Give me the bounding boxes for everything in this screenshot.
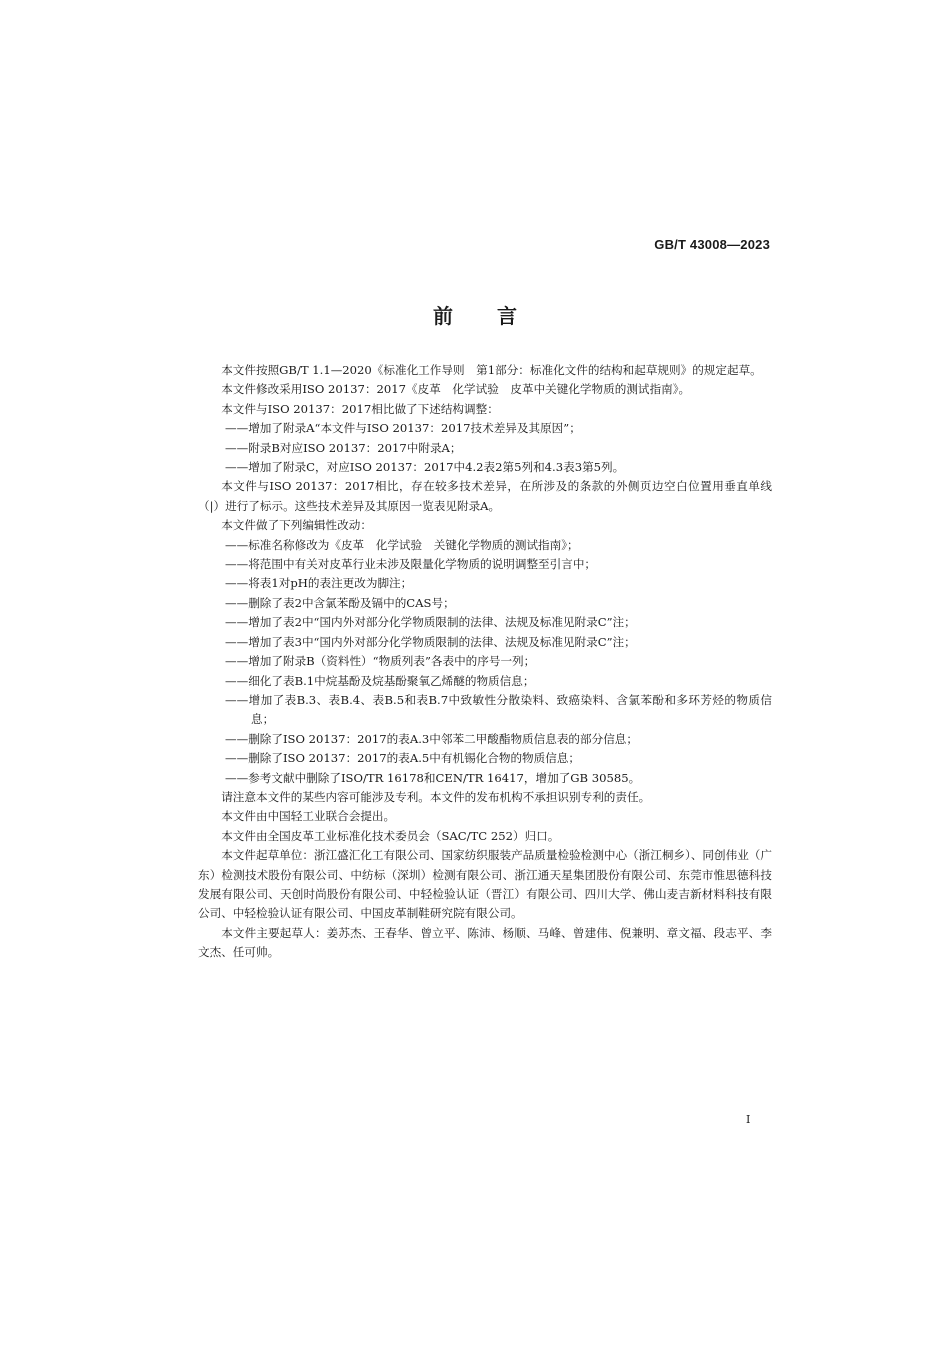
foreword-list-item: ——参考文献中删除了ISO/TR 16178和CEN/TR 16417，增加了GB 30585。 (225, 770, 641, 785)
foreword-list-item: ——增加了附录C，对应ISO 20137：2017中4.2表2第5列和4.3表3第5列。 (225, 460, 625, 475)
foreword-list-item: ——增加了表3中“国内外对部分化学物质限制的法律、法规及标准见附录C”注； (225, 634, 636, 649)
foreword-list-item: ——将表1对pH的表注更改为脚注； (225, 576, 413, 591)
foreword-list-item: ——将范围中有关对皮革行业未涉及限量化学物质的说明调整至引言中； (225, 557, 597, 572)
standard-code: GB/T 43008—2023 (654, 237, 770, 252)
foreword-list-item: ——增加了附录B（资料性）“物质列表”各表中的序号一列； (225, 654, 536, 669)
foreword-paragraph: 本文件由全国皮革工业标准化技术委员会（SAC/TC 252）归口。 (221, 828, 560, 843)
foreword-paragraph: 本文件修改采用ISO 20137：2017《皮革 化学试验 皮革中关键化学物质的测试指南》。 (221, 382, 691, 397)
foreword-list-item: ——附录B对应ISO 20137：2017中附录A； (225, 440, 462, 455)
foreword-list-item: ——删除了表2中含氯苯酚及镉中的CAS号； (225, 595, 455, 610)
foreword-paragraph: 本文件起草单位：浙江盛汇化工有限公司、国家纺织服装产品质量检验检测中心（浙江桐乡）、同创伟业（广东）检测技术股份有限公司、中纺标（深圳）检测有限公司、浙江通天星集团股份有限公司、东莞市惟思德科技发展有限公司、天创时尚股份有限公司、中轻检验认证（晋江）有限公司、四川大学、佛山麦吉新材料科技有限公司、中轻检验认证有限公司、中国皮革制鞋研究院有限公司。 (198, 848, 772, 921)
foreword-paragraph: 本文件做了下列编辑性改动： (221, 518, 372, 533)
page-title: 前言 (433, 304, 561, 328)
foreword-paragraph: 本文件按照GB/T 1.1—2020《标准化工作导则 第1部分：标准化文件的结构和起草规则》的规定起草。 (221, 363, 762, 377)
foreword-list-item: ——增加了表B.3、表B.4、表B.5和表B.7中致敏性分散染料、致癌染料、含氯苯酚和多环芳烃的物质信息； (225, 692, 772, 727)
foreword-list-item: ——增加了附录A“本文件与ISO 20137：2017技术差异及其原因”； (225, 421, 581, 436)
foreword-paragraph: 本文件与ISO 20137：2017相比，存在较多技术差异，在所涉及的条款的外侧页边空白位置用垂直单线（|）进行了标示。这些技术差异及其原因一览表见附录A。 (198, 479, 772, 513)
page-number: I (746, 1113, 751, 1126)
foreword-body (198, 361, 772, 963)
foreword-paragraph: 本文件与ISO 20137：2017相比做了下述结构调整： (221, 401, 499, 416)
foreword-list-item: ——细化了表B.1中烷基酚及烷基酚聚氧乙烯醚的物质信息； (225, 673, 535, 688)
foreword-paragraph: 本文件主要起草人：姜苏杰、王春华、曾立平、陈沛、杨顺、马峰、曾建伟、倪兼明、章文福、段志平、李文杰、任可帅。 (198, 925, 772, 960)
foreword-paragraph: 请注意本文件的某些内容可能涉及专利。本文件的发布机构不承担识别专利的责任。 (221, 789, 651, 804)
foreword-list-item: ——删除了ISO 20137：2017的表A.3中邻苯二甲酸酯物质信息表的部分信息； (225, 731, 638, 746)
foreword-list-item: ——删除了ISO 20137：2017的表A.5中有机锡化合物的物质信息； (225, 751, 581, 766)
foreword-list-item: ——增加了表2中“国内外对部分化学物质限制的法律、法规及标准见附录C”注； (225, 615, 636, 630)
foreword-list-item: ——标准名称修改为《皮革 化学试验 关键化学物质的测试指南》； (225, 537, 579, 552)
foreword-paragraph: 本文件由中国轻工业联合会提出。 (221, 809, 396, 824)
